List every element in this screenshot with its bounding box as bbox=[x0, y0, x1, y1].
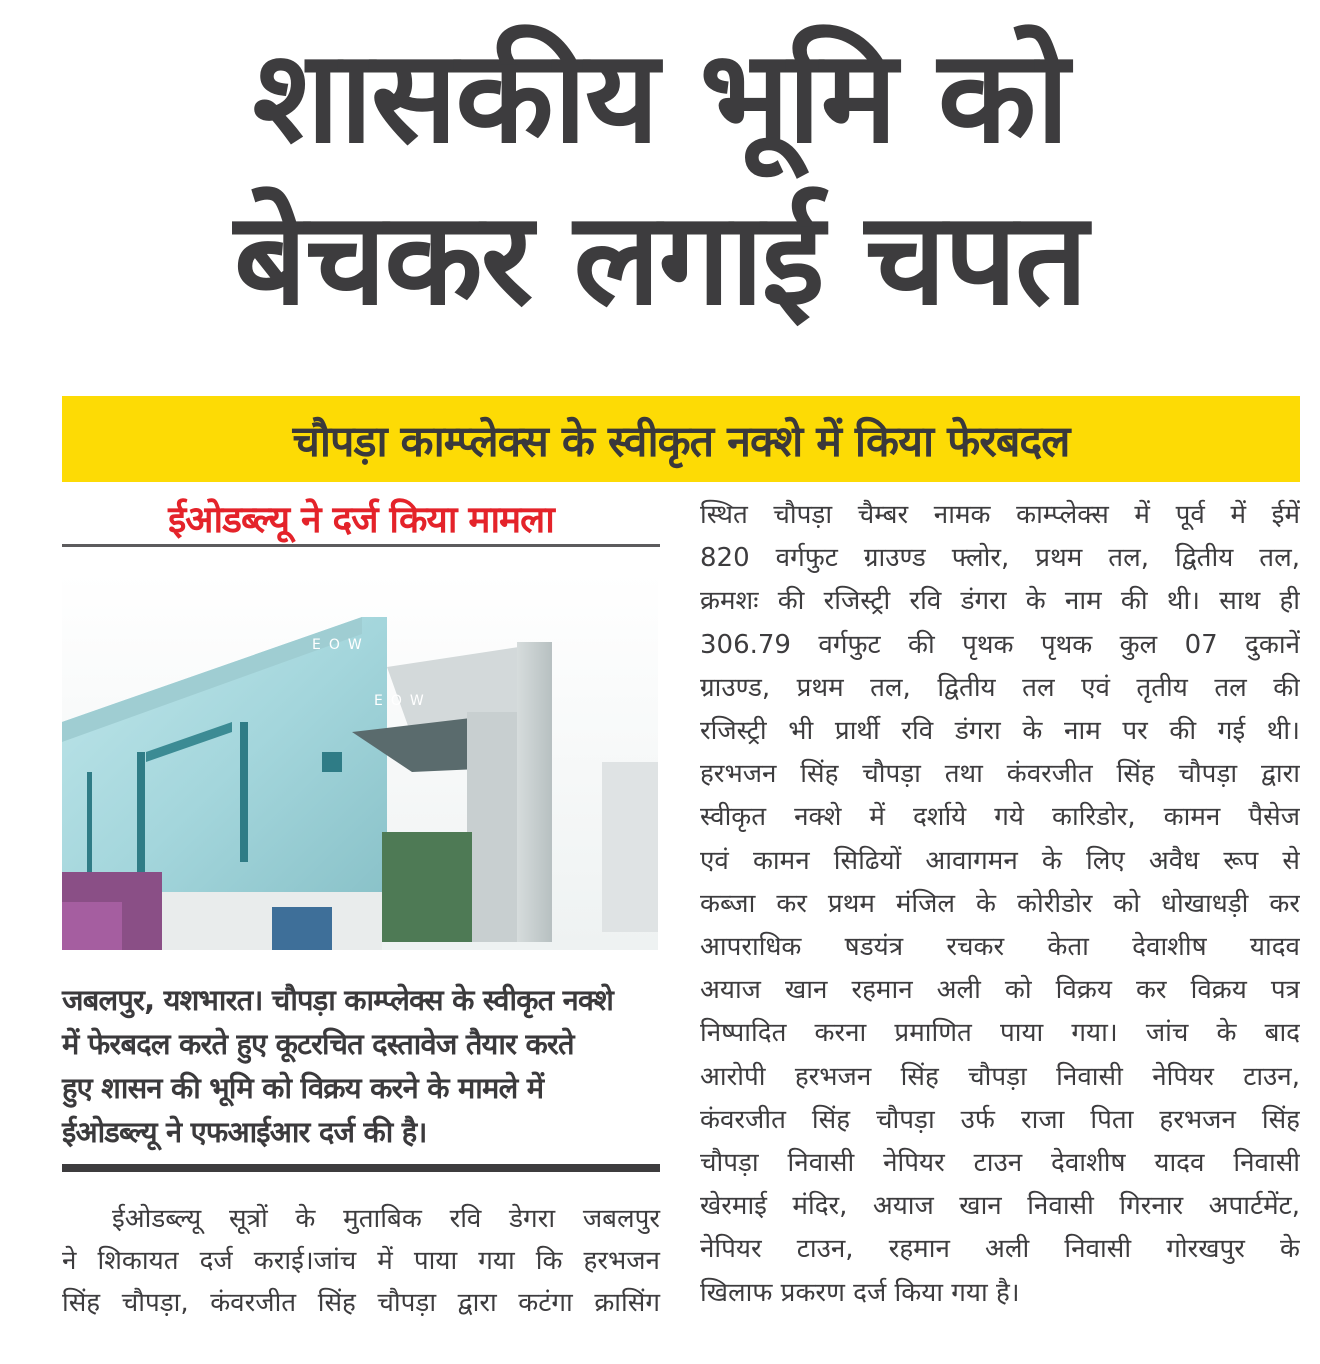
body-line: निष्पादित करना प्रमाणित पाया गया। जांच के बाद bbox=[700, 1018, 1300, 1049]
divider-thick bbox=[62, 1164, 660, 1172]
body-column-right bbox=[700, 494, 1300, 1315]
body-line: नेपियर टाउन, रहमान अली निवासी गोरखपुर के bbox=[700, 1234, 1300, 1265]
body-line: चौपड़ा निवासी नेपियर टाउन देवाशीष यादव निवासी bbox=[700, 1148, 1300, 1179]
body-line: कब्जा कर प्रथम मंजिल के कोरीडोर को धोखाधड़ी कर bbox=[700, 888, 1300, 919]
body-line: अयाज खान रहमान अली को विक्रय कर विक्रय पत्र bbox=[700, 975, 1300, 1006]
lead-line: ईओडब्ल्यू ने एफआईआर दर्ज की है। bbox=[62, 1115, 427, 1149]
subheadline-band bbox=[62, 396, 1300, 482]
building-photo-image bbox=[62, 572, 658, 950]
svg-text:EOW: EOW bbox=[374, 693, 432, 709]
body-line: खेरमाई मंदिर, अयाज खान निवासी गिरनार अपार्टमेंट, bbox=[700, 1191, 1300, 1222]
body-line: खिलाफ प्रकरण दर्ज किया गया है। bbox=[700, 1277, 1020, 1308]
body-line: सिंह चौपड़ा, कंवरजीत सिंह चौपड़ा द्वारा कटंगा क्रासिंग bbox=[62, 1288, 660, 1318]
body-line: रजिस्ट्री भी प्रार्थी रवि डंगरा के नाम पर की गई थी। bbox=[700, 716, 1300, 747]
body-line: ग्राउण्ड, प्रथम तल, द्वितीय तल एवं तृतीय तल की bbox=[700, 672, 1300, 703]
body-line: 306.79 वर्गफुट की पृथक पृथक कुल 07 दुकानें bbox=[700, 629, 1300, 660]
subheadline-text: चौपड़ा काम्प्लेक्स के स्वीकृत नक्शे में किया फेरबदल bbox=[292, 416, 1070, 467]
body-line: ने शिकायत दर्ज कराई।जांच में पाया गया कि हरभजन bbox=[62, 1246, 660, 1276]
body-column-left bbox=[62, 1198, 660, 1324]
divider bbox=[62, 544, 660, 547]
body-line: स्थित चौपड़ा चैम्बर नामक काम्प्लेक्स में पूर्व में ईमें bbox=[700, 500, 1300, 530]
body-line: 820 वर्गफुट ग्राउण्ड फ्लोर, प्रथम तल, द्वितीय तल, bbox=[700, 543, 1300, 574]
body-line: कंवरजीत सिंह चौपड़ा उर्फ राजा पिता हरभजन सिंह bbox=[700, 1104, 1300, 1135]
section-heading-text: ईओडब्ल्यू ने दर्ज किया मामला bbox=[168, 498, 554, 541]
body-line: एवं कामन सिढियों आवागमन के लिए अवैध रूप से bbox=[700, 845, 1300, 876]
lead-line: जबलपुर, यशभारत। चौपड़ा काम्प्लेक्स के स्वीकृत नक्शे bbox=[62, 983, 614, 1017]
lead-line: हुए शासन की भूमि को विक्रय करने के मामले में bbox=[62, 1071, 544, 1105]
body-line: आरोपी हरभजन सिंह चौपड़ा निवासी नेपियर टाउन, bbox=[700, 1061, 1300, 1092]
building-photo bbox=[62, 572, 658, 950]
body-line: क्रमशः की रजिस्ट्री रवि डंगरा के नाम की थी। साथ ही bbox=[700, 586, 1300, 617]
svg-text:EOW: EOW bbox=[312, 637, 370, 653]
lead-line: में फेरबदल करते हुए कूटरचित दस्तावेज तैयार करते bbox=[62, 1027, 574, 1061]
body-line: स्वीकृत नक्शे में दर्शाये गये कारिडोर, कामन पैसेज bbox=[700, 802, 1300, 833]
section-heading bbox=[62, 492, 660, 544]
headline-line-2: बेचकर लगाई चपत bbox=[234, 185, 1086, 334]
body-line: हरभजन सिंह चौपड़ा तथा कंवरजीत सिंह चौपड़ा द्वारा bbox=[700, 759, 1300, 790]
lead-paragraph bbox=[62, 978, 660, 1154]
headline-line-1: शासकीय भूमि को bbox=[252, 23, 1068, 172]
body-line: आपराधिक षडयंत्र रचकर केता देवाशीष यादव bbox=[700, 932, 1300, 963]
body-line: ईओडब्ल्यू सूत्रों के मुताबिक रवि डेगरा जबलपुर bbox=[112, 1204, 660, 1234]
